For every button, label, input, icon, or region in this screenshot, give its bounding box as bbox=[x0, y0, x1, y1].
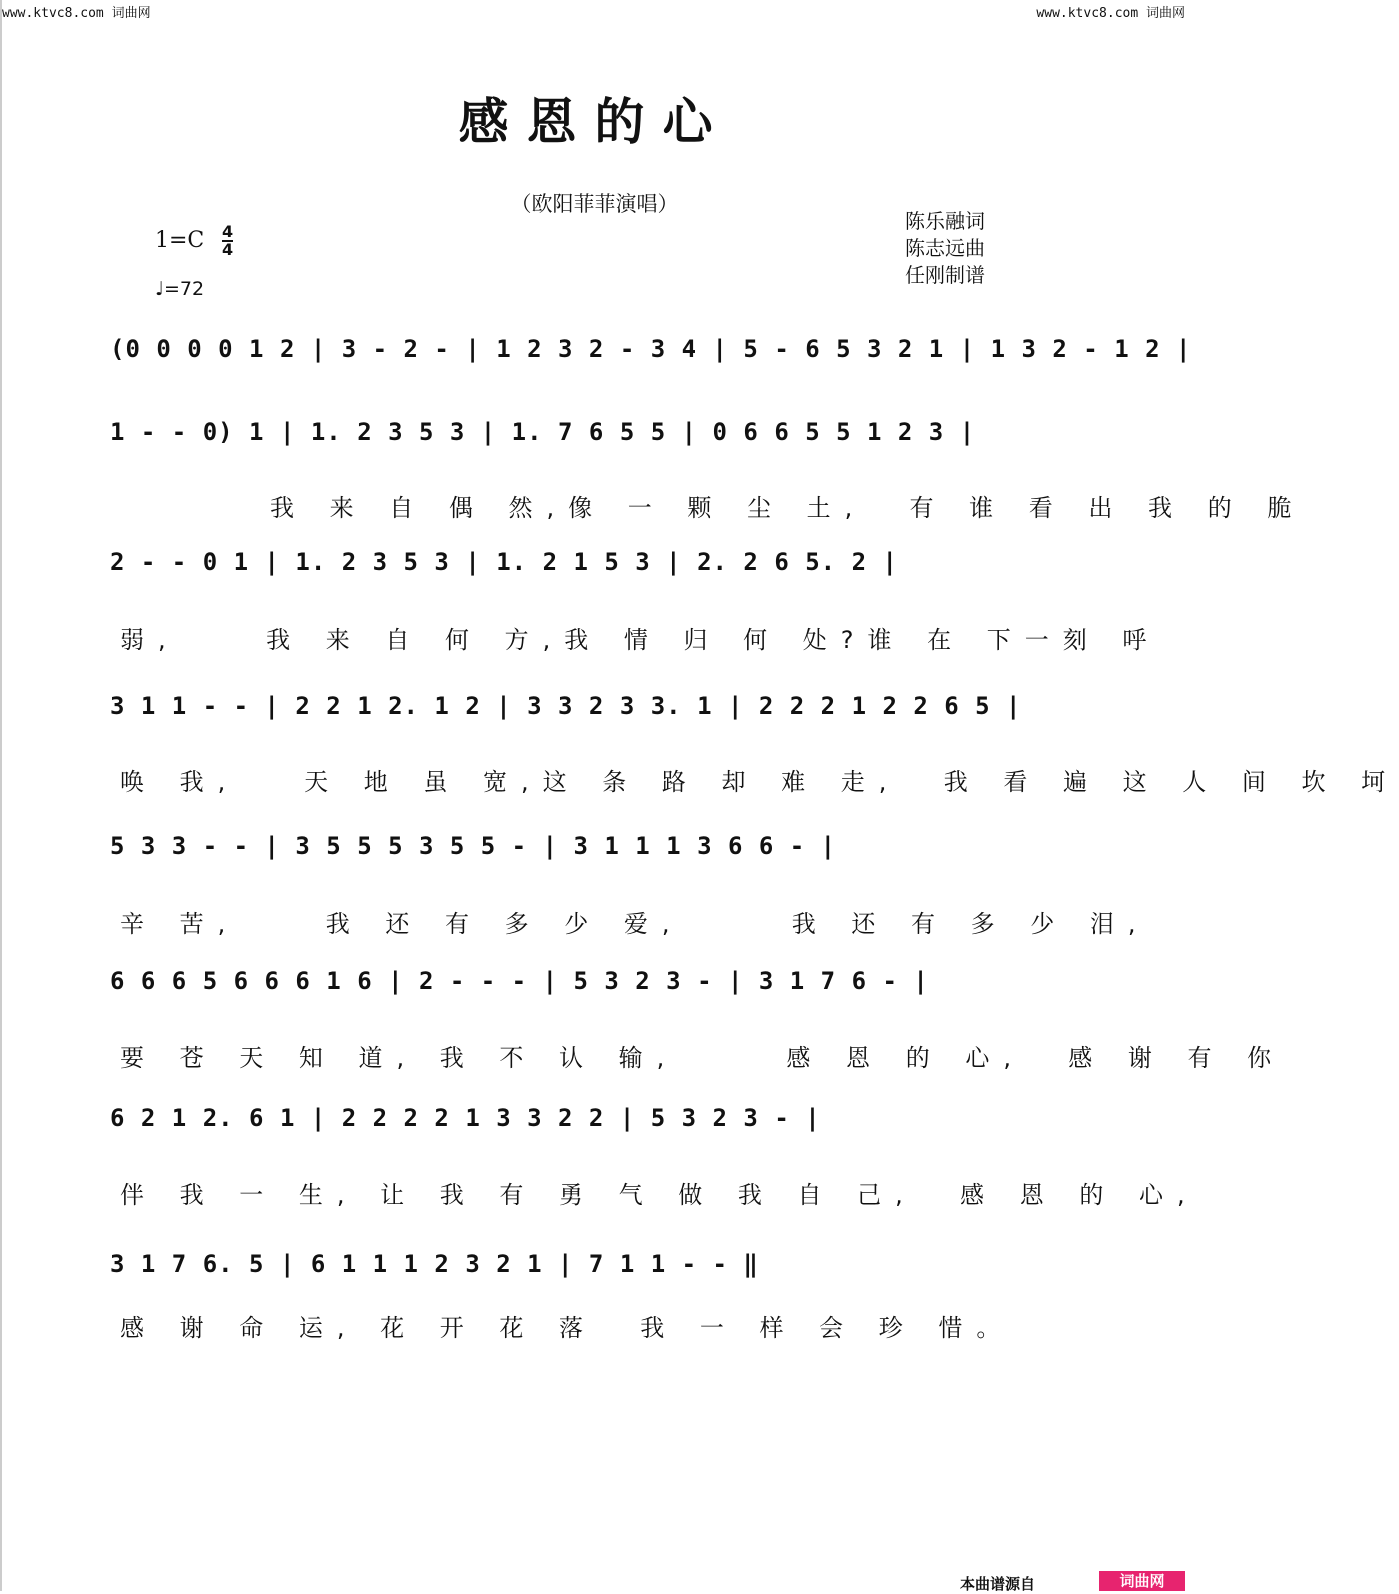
lyric-line: 辛 苦, 我 还 有 多 少 爱, 我 还 有 多 少 泪, bbox=[120, 910, 1150, 938]
time-signature bbox=[222, 224, 233, 258]
lyric-line: 我 来 自 偶 然,像 一 颗 尘 土, 有 谁 看 出 我 的 脆 bbox=[270, 494, 1306, 522]
tempo-marking: ♩=72 bbox=[155, 278, 205, 300]
composer: 陈志远曲 bbox=[905, 236, 985, 260]
lyric-line: 伴 我 一 生, 让 我 有 勇 气 做 我 自 己, 感 恩 的 心, bbox=[120, 1181, 1199, 1209]
music-line: 1 - - 0) 1 | 1. 2 3 5 3 | 1. 7 6 5 5 | 0 6 6 5 5 1 2 3 | bbox=[110, 418, 976, 446]
watermark-right: www.ktvc8.com 词曲网 bbox=[1036, 6, 1185, 21]
time-sig-bottom: 4 bbox=[222, 240, 234, 259]
music-line: (0 0 0 0 1 2 | 3 - 2 - | 1 2 3 2 - 3 4 | 5 - 6 5 3 2 1 | 1 3 2 - 1 2 | bbox=[110, 335, 1192, 363]
credits bbox=[905, 208, 985, 289]
footer-logo[interactable]: 词曲网 bbox=[1099, 1571, 1185, 1591]
time-sig-top: 4 bbox=[222, 222, 234, 241]
key-signature: 1=C bbox=[155, 228, 205, 253]
footer-source-label: 本曲谱源自 bbox=[960, 1575, 1036, 1593]
music-line: 6 2 1 2. 6 1 | 2 2 2 2 1 3 3 2 2 | 5 3 2 3 - | bbox=[110, 1104, 821, 1132]
music-line: 3 1 7 6. 5 | 6 1 1 1 2 3 2 1 | 7 1 1 - - ‖ bbox=[110, 1250, 759, 1278]
lyricist: 陈乐融词 bbox=[905, 209, 985, 233]
music-line: 2 - - 0 1 | 1. 2 3 5 3 | 1. 2 1 5 3 | 2. 2 6 5. 2 | bbox=[110, 548, 898, 576]
music-line: 3 1 1 - - | 2 2 1 2. 1 2 | 3 3 2 3 3. 1 | 2 2 2 1 2 2 6 5 | bbox=[110, 692, 1022, 720]
watermark-left: www.ktvc8.com 词曲网 bbox=[2, 6, 151, 21]
song-title: 感恩的心 bbox=[458, 92, 731, 151]
arranger: 任刚制谱 bbox=[905, 263, 985, 287]
music-line: 6 6 6 5 6 6 6 1 6 | 2 - - - | 5 3 2 3 - | 3 1 7 6 - | bbox=[110, 967, 929, 995]
lyric-line: 感 谢 命 运, 花 开 花 落 我 一 样 会 珍 惜。 bbox=[120, 1314, 1015, 1342]
lyric-line: 要 苍 天 知 道, 我 不 认 输, 感 恩 的 心, 感 谢 有 你 bbox=[120, 1044, 1286, 1072]
page-edge bbox=[0, 0, 2, 1591]
lyric-line: 唤 我, 天 地 虽 宽,这 条 路 却 难 走, 我 看 遍 这 人 间 坎 坷 bbox=[120, 768, 1399, 796]
singer-note: （欧阳菲菲演唱） bbox=[510, 192, 679, 216]
lyric-line: 弱, 我 来 自 何 方,我 情 归 何 处?谁 在 下一刻 呼 bbox=[120, 626, 1161, 654]
music-line: 5 3 3 - - | 3 5 5 5 3 5 5 - | 3 1 1 1 3 6 6 - | bbox=[110, 832, 837, 860]
